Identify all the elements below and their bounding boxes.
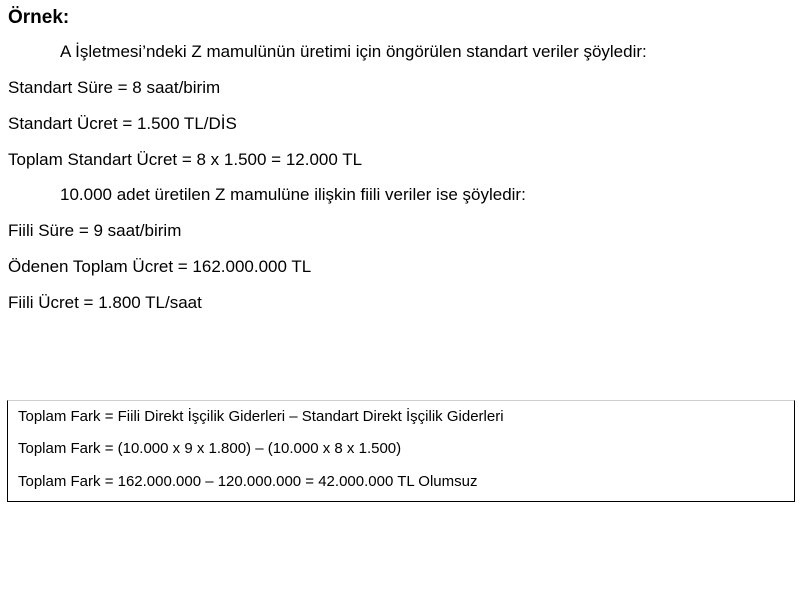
actual-time-line: Fiili Süre = 9 saat/birim xyxy=(8,221,182,240)
standard-wage-line: Standart Ücret = 1.500 TL/DİS xyxy=(8,114,237,133)
example-heading: Örnek: xyxy=(8,7,70,28)
total-variance-definition-line: Toplam Fark = Fiili Direkt İşçilik Giderleri – Standart Direkt İşçilik Giderleri xyxy=(18,408,504,425)
standard-time-line: Standart Süre = 8 saat/birim xyxy=(8,78,221,97)
actual-wage-line: Fiili Ücret = 1.800 TL/saat xyxy=(8,293,202,312)
total-variance-result-line: Toplam Fark = 162.000.000 – 120.000.000 = 42.000.000 TL Olumsuz xyxy=(18,473,478,490)
actual-data-intro-line: 10.000 adet üretilen Z mamulüne ilişkin fiili veriler ise şöyledir: xyxy=(60,185,526,204)
total-paid-wage-line: Ödenen Toplam Ücret = 162.000.000 TL xyxy=(8,257,312,276)
intro-paragraph: A İşletmesi’ndeki Z mamulünün üretimi için öngörülen standart veriler şöyledir: xyxy=(60,42,647,61)
total-variance-formula-line: Toplam Fark = (10.000 x 9 x 1.800) – (10.000 x 8 x 1.500) xyxy=(18,440,402,457)
calculation-box xyxy=(7,400,795,502)
total-standard-wage-line: Toplam Standart Ücret = 8 x 1.500 = 12.000 TL xyxy=(8,150,363,169)
